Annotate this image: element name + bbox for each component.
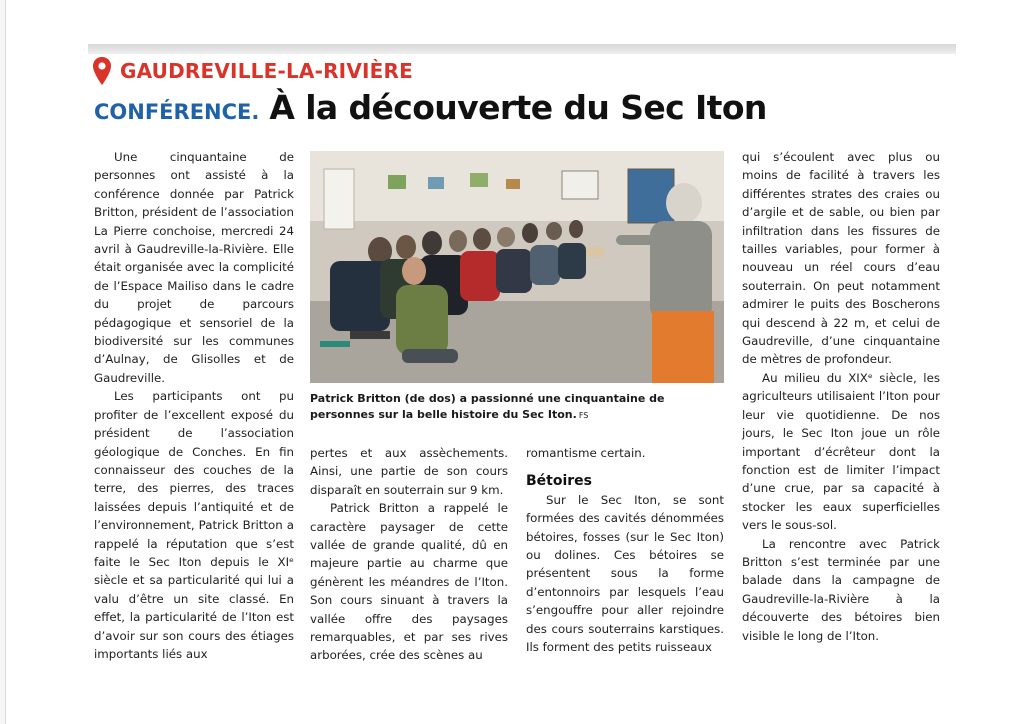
article-column-1 (94, 148, 294, 663)
location-header (92, 56, 413, 86)
paragraph: Patrick Britton a rappelé le caractère paysager de cette vallée de grande qualité, dû en majeure partie au charme que génèrent les méandres de l’Iton. Son cours sinuant à travers la vallée offre des paysages remarquables, et par ses rives arborées, crée des scènes au (310, 501, 508, 663)
paragraph: Une cinquantaine de personnes ont assisté à la conférence donnée par Patrick Britton, président de l’association La Pierre conchoise, mercredi 24 avril à Gaudreville-la-Rivière. Elle était organisée avec la complicité de l’Espace Mailiso dans le cadre du projet de parcours pédagogique et sensoriel de la biodiversité sur les communes d’Aulnay, de Glisolles et de Gaudreville. (94, 150, 294, 385)
paragraph: Au milieu du XIXᵉ siècle, les agriculteurs utilisaient l’Iton pour leur vie quotidienne. De nos jours, le Sec Iton joue un rôle important d’écrêteur dont la fonction est de limiter l’impact d’une crue, par sa capacité à stocker les eaux superficielles vers le sous-sol. (742, 370, 940, 533)
paragraph: Sur le Sec Iton, se sont formées des cavités dénommées bétoires, fosses (sur le Sec Iton) ou dolines. Ces bétoires se présentent sous la forme d’entonnoirs par lesquels l’eau s’engouffre pour aller rejoindre des cours souterrains karstiques. Ils forment des petits ruisseaux (526, 492, 724, 655)
headline-kicker: CONFÉRENCE. (94, 100, 260, 124)
section-subheading: Bétoires (526, 473, 593, 490)
article-column-3 (526, 444, 724, 656)
page-top-band (88, 44, 956, 54)
paragraph: Les participants ont pu profiter de l’excellent exposé du président de l’association géologique de Conches. En fin connaisseur des couches de la terre, des pierres, des traces laissées depuis l’antiquité et de l’environnement, Patrick Britton a rappelé la réputation que s’est faite le Sec Iton depuis le XIᵉ siècle et sa particularité qui lui a valu d’être un site classé. En effet, la particularité de l’Iton est d’avoir sur son cours des étiages importants liés aux (94, 389, 294, 661)
photo-caption (310, 391, 724, 424)
location-name: GAUDREVILLE-LA-RIVIÈRE (120, 59, 413, 83)
headline-title: À la découverte du Sec Iton (269, 88, 767, 127)
headline (94, 88, 767, 132)
paragraph: La rencontre avec Patrick Britton s’est terminée par une balade dans la campagne de Gaudreville-la-Rivière à la découverte des bétoires bien visible le long de l’Iton. (742, 536, 940, 643)
map-pin-icon (92, 56, 112, 86)
viewer-left-edge (0, 0, 6, 724)
article-column-2 (310, 444, 508, 665)
paragraph: qui s’écoulent avec plus ou moins de facilité à travers les différentes strates des craies ou d’argile et de sable, ou bien par infiltration dans les fissures de tailles variables, pour former à nouveau un réel cours d’eau souterrain. On peut notamment admirer le puits des Boscherons qui descend à 22 m, et celui de Gaudreville, d’une cinquantaine de mètres de profondeur. (742, 150, 940, 367)
article-column-4 (742, 148, 940, 645)
caption-text: Patrick Britton (de dos) a passionné une cinquantaine de personnes sur la belle histoire du Sec Iton. (310, 392, 665, 421)
photo-credit: FS (578, 411, 589, 420)
conference-photo-illustration (310, 151, 724, 383)
paragraph: romantisme certain. (526, 446, 646, 460)
conference-photo (310, 151, 724, 383)
window-top-margin (0, 0, 1024, 40)
paragraph: pertes et aux assèchements. Ainsi, une partie de son cours disparaît en souterrain sur 9 km. (310, 446, 508, 497)
